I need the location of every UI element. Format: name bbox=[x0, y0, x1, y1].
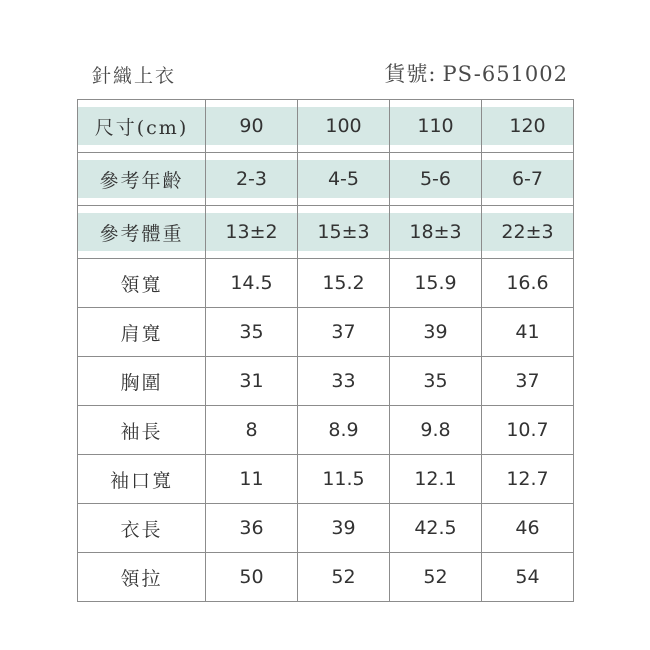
table-row bbox=[78, 357, 574, 406]
measurement-value: 39 bbox=[298, 504, 390, 553]
size-chart-table bbox=[77, 99, 574, 602]
header-cell bbox=[298, 153, 390, 206]
header-cell-value: 18±3 bbox=[390, 213, 481, 251]
header-cell bbox=[390, 100, 482, 153]
header-cell-value: 2-3 bbox=[206, 160, 297, 198]
header-cell-value: 22±3 bbox=[482, 213, 573, 251]
measurement-value: 46 bbox=[482, 504, 574, 553]
measurement-value: 37 bbox=[482, 357, 574, 406]
measurement-label: 袖口寬 bbox=[78, 455, 206, 504]
measurement-label: 領拉 bbox=[78, 553, 206, 602]
measurement-value: 15.9 bbox=[390, 259, 482, 308]
table-header-row bbox=[78, 153, 574, 206]
table-row bbox=[78, 553, 574, 602]
header-row-label-cell bbox=[78, 100, 206, 153]
table-row bbox=[78, 455, 574, 504]
header-cell bbox=[390, 153, 482, 206]
header-cell bbox=[298, 206, 390, 259]
item-number bbox=[384, 58, 568, 88]
measurement-value: 35 bbox=[390, 357, 482, 406]
header-cell-value: 13±2 bbox=[206, 213, 297, 251]
measurement-value: 9.8 bbox=[390, 406, 482, 455]
measurement-label: 胸圍 bbox=[78, 357, 206, 406]
header-cell bbox=[206, 153, 298, 206]
header-cell bbox=[482, 153, 574, 206]
measurement-value: 16.6 bbox=[482, 259, 574, 308]
measurement-value: 10.7 bbox=[482, 406, 574, 455]
header-cell-value: 5-6 bbox=[390, 160, 481, 198]
measurement-value: 39 bbox=[390, 308, 482, 357]
measurement-value: 15.2 bbox=[298, 259, 390, 308]
measurement-value: 54 bbox=[482, 553, 574, 602]
header-cell bbox=[482, 100, 574, 153]
header-cell-value: 120 bbox=[482, 107, 573, 145]
measurement-value: 35 bbox=[206, 308, 298, 357]
header-row-label: 尺寸(cm) bbox=[78, 107, 205, 145]
header-row-label-cell bbox=[78, 206, 206, 259]
header-cell bbox=[482, 206, 574, 259]
header-row-label: 參考年齡 bbox=[78, 160, 205, 198]
measurement-value: 52 bbox=[298, 553, 390, 602]
table-row bbox=[78, 504, 574, 553]
measurement-value: 8.9 bbox=[298, 406, 390, 455]
header-cell-value: 100 bbox=[298, 107, 389, 145]
header-cell-value: 90 bbox=[206, 107, 297, 145]
header-cell-value: 15±3 bbox=[298, 213, 389, 251]
table-row bbox=[78, 406, 574, 455]
measurement-value: 31 bbox=[206, 357, 298, 406]
header-cell-value: 110 bbox=[390, 107, 481, 145]
measurement-value: 41 bbox=[482, 308, 574, 357]
measurement-value: 12.7 bbox=[482, 455, 574, 504]
header-cell bbox=[206, 100, 298, 153]
measurement-label: 衣長 bbox=[78, 504, 206, 553]
measurement-value: 37 bbox=[298, 308, 390, 357]
product-title: 針織上衣 bbox=[92, 65, 177, 87]
header-row-label: 參考體重 bbox=[78, 213, 205, 251]
header-cell bbox=[390, 206, 482, 259]
measurement-value: 50 bbox=[206, 553, 298, 602]
measurement-value: 11.5 bbox=[298, 455, 390, 504]
table-header-row bbox=[78, 206, 574, 259]
measurement-value: 52 bbox=[390, 553, 482, 602]
header-row-label-cell bbox=[78, 153, 206, 206]
measurement-label: 袖長 bbox=[78, 406, 206, 455]
item-number-label: 貨號: bbox=[384, 62, 437, 86]
table-row bbox=[78, 308, 574, 357]
measurement-value: 12.1 bbox=[390, 455, 482, 504]
measurement-value: 8 bbox=[206, 406, 298, 455]
measurement-value: 11 bbox=[206, 455, 298, 504]
measurement-value: 14.5 bbox=[206, 259, 298, 308]
table-header-row bbox=[78, 100, 574, 153]
header-cell bbox=[298, 100, 390, 153]
table-row bbox=[78, 259, 574, 308]
measurement-label: 肩寬 bbox=[78, 308, 206, 357]
item-number-value: PS-651002 bbox=[442, 62, 568, 86]
header-cell bbox=[206, 206, 298, 259]
header-cell-value: 4-5 bbox=[298, 160, 389, 198]
measurement-label: 領寬 bbox=[78, 259, 206, 308]
measurement-value: 42.5 bbox=[390, 504, 482, 553]
header-cell-value: 6-7 bbox=[482, 160, 573, 198]
measurement-value: 36 bbox=[206, 504, 298, 553]
measurement-value: 33 bbox=[298, 357, 390, 406]
